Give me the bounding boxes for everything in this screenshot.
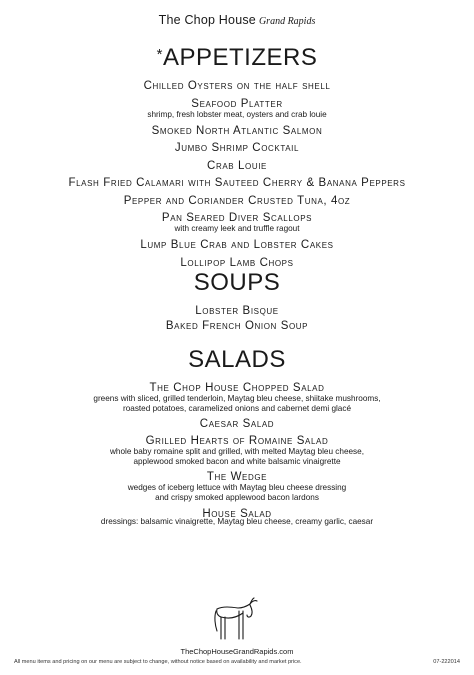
appetizer-item <box>0 212 474 234</box>
soup-list <box>0 305 474 332</box>
date-code: 07-222014 <box>433 659 460 665</box>
dressings-note: dressings: balsamic vinaigrette, Maytag bleu cheese, creamy garlic, caesar <box>100 517 374 526</box>
salad-item-name: The Wedge <box>206 471 268 484</box>
salads-section <box>0 347 474 520</box>
salad-list <box>0 382 474 520</box>
appetizer-item <box>0 98 474 120</box>
appetizers-star: * <box>156 46 163 63</box>
salads-title: SALADS <box>188 346 286 373</box>
appetizer-item <box>0 257 474 269</box>
salad-item-name: Caesar Salad <box>199 418 275 431</box>
bull-logo-icon <box>214 595 260 643</box>
appetizer-item <box>0 239 474 251</box>
appetizer-list <box>0 80 474 269</box>
disclaimer-text: All menu items and pricing on our menu are subject to change, without notice based on availability and market price. <box>14 659 302 665</box>
appetizer-item-name: Flash Fried Calamari with Sauteed Cherry & Banana Peppers <box>68 177 406 190</box>
appetizers-title <box>0 42 474 71</box>
appetizer-item <box>0 195 474 207</box>
soup-item <box>0 305 474 317</box>
appetizers-title-text: APPETIZERS <box>162 44 318 71</box>
website-link[interactable]: TheChopHouseGrandRapids.com <box>180 647 294 656</box>
salad-item <box>0 471 474 502</box>
appetizer-item-name: Pepper and Coriander Crusted Tuna, 4oz <box>123 194 351 207</box>
appetizer-item-name: Pan Seared Diver Scallops <box>161 212 313 225</box>
salad-item-description: wedges of iceberg lettuce with Maytag bleu cheese dressing <box>127 483 347 493</box>
salad-item-description: whole baby romaine split and grilled, with melted Maytag bleu cheese, <box>110 447 364 457</box>
appetizer-item-name: Lollipop Lamb Chops <box>180 256 294 269</box>
salad-item-name: The Chop House Chopped Salad <box>149 382 325 394</box>
appetizer-item-description: shrimp, fresh lobster meat, oysters and crab louie <box>147 109 327 119</box>
appetizer-item-name: Lump Blue Crab and Lobster Cakes <box>140 239 334 252</box>
salad-item-name: House Salad <box>202 507 272 520</box>
soup-item <box>0 320 474 332</box>
salad-item <box>0 418 474 430</box>
appetizer-item <box>0 80 474 92</box>
salad-item-description: roasted potatoes, caramelized onions and cabernet demi glacé <box>122 403 352 413</box>
appetizer-item <box>0 160 474 172</box>
appetizer-item-name: Seafood Platter <box>191 97 283 110</box>
appetizer-item <box>0 125 474 137</box>
soups-title: SOUPS <box>193 269 281 296</box>
appetizer-item <box>0 142 474 154</box>
salad-item-description: greens with sliced, grilled tenderloin, Maytag bleu cheese, shiitake mushrooms, <box>93 394 381 403</box>
restaurant-name: The Chop House <box>158 13 256 27</box>
restaurant-location: Grand Rapids <box>258 16 316 27</box>
salad-item-name: Grilled Hearts of Romaine Salad <box>145 435 329 448</box>
appetizer-item-name: Crab Louie <box>207 159 267 172</box>
soup-item-name: Baked French Onion Soup <box>165 319 309 332</box>
soups-section <box>0 270 474 332</box>
salad-item-description: applewood smoked bacon and white balsamic vinaigrette <box>133 456 341 466</box>
salad-item <box>0 435 474 466</box>
appetizers-section <box>0 42 474 269</box>
soup-item-name: Lobster Bisque <box>195 305 279 317</box>
appetizer-item-description: with creamy leek and truffle ragout <box>174 224 300 234</box>
salad-item <box>0 382 474 413</box>
appetizer-item-name: Smoked North Atlantic Salmon <box>151 124 323 137</box>
appetizer-item-name: Chilled Oysters on the half shell <box>143 80 331 92</box>
appetizer-item <box>0 177 474 189</box>
salad-item-description: and crispy smoked applewood bacon lardons <box>155 492 319 502</box>
appetizer-item-name: Jumbo Shrimp Cocktail <box>174 142 300 155</box>
restaurant-header <box>0 11 474 29</box>
